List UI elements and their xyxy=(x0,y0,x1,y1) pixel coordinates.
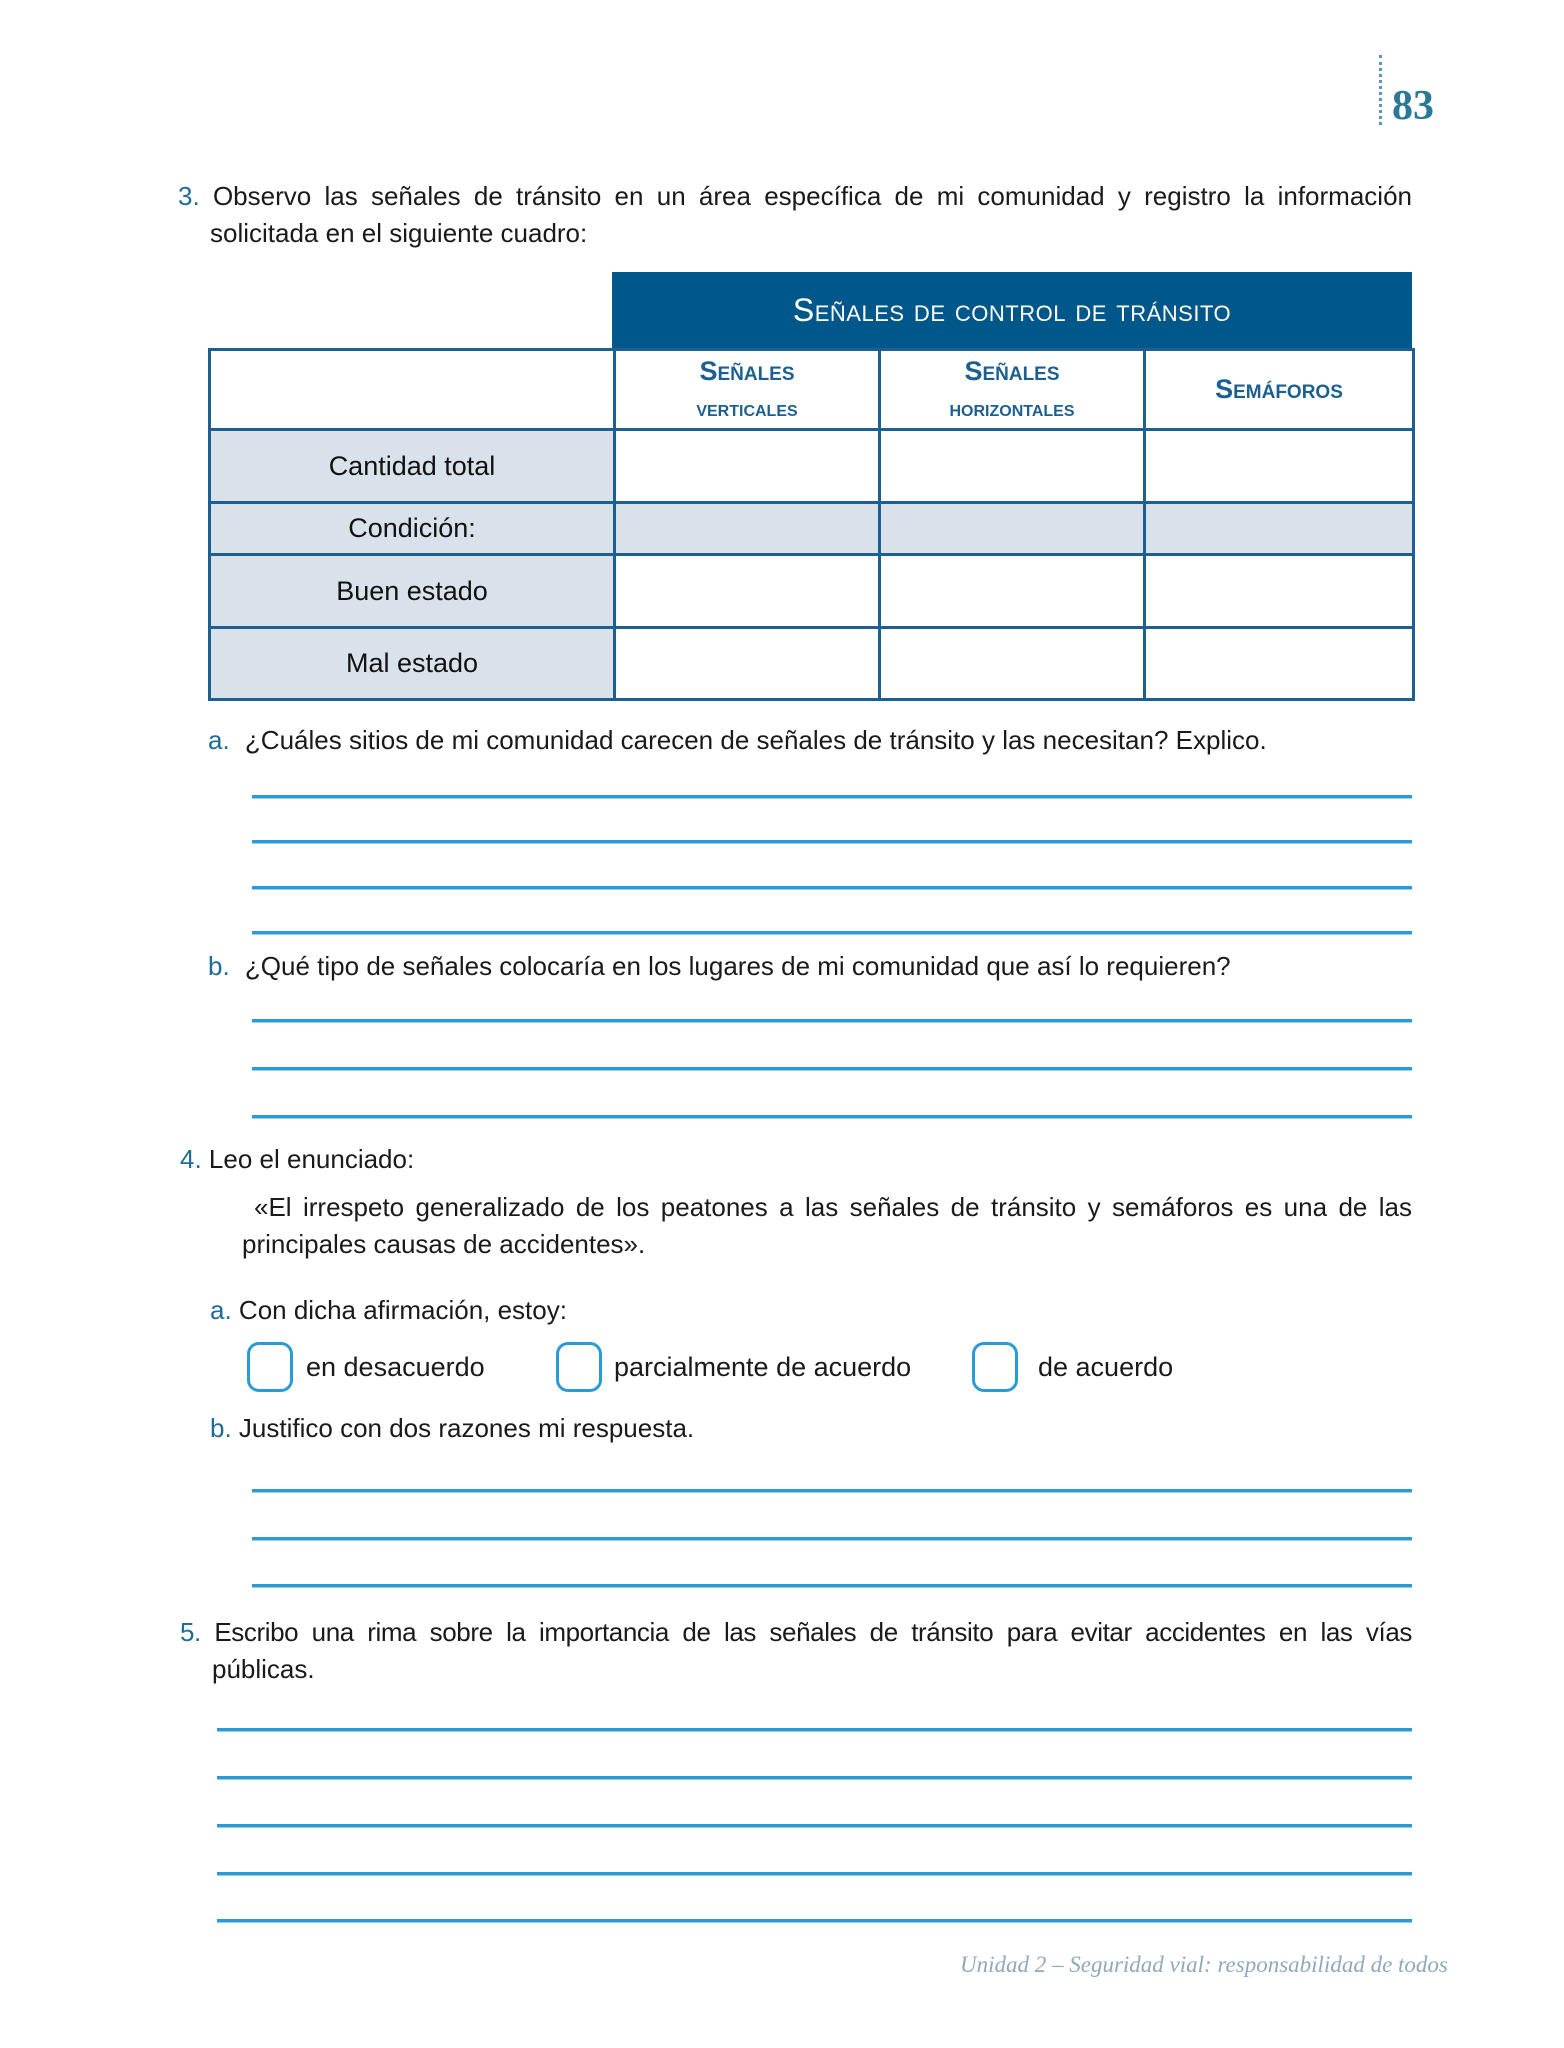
subquestion-letter: a. xyxy=(210,1295,232,1325)
table-title: Señales de control de tránsito xyxy=(612,272,1412,348)
question-text-line2: públicas. xyxy=(212,1654,315,1684)
row-label-buen-estado: Buen estado xyxy=(210,555,615,628)
answer-line[interactable] xyxy=(252,1489,1412,1493)
answer-line[interactable] xyxy=(252,931,1412,935)
column-header-line2: verticales xyxy=(696,394,798,421)
option-label: de acuerdo xyxy=(1038,1352,1174,1382)
answer-cell[interactable] xyxy=(880,555,1145,628)
column-header-row xyxy=(210,350,1414,430)
answer-cell[interactable] xyxy=(880,430,1145,503)
question-text-line2: solicitada en el siguiente cuadro: xyxy=(210,218,588,248)
answer-line[interactable] xyxy=(252,1019,1412,1023)
page-number: 83 xyxy=(1392,83,1434,129)
row-label-cantidad-total: Cantidad total xyxy=(210,430,615,503)
subquestion-text: Con dicha afirmación, estoy: xyxy=(238,1295,567,1325)
question-4b xyxy=(210,1410,694,1446)
answer-cell[interactable] xyxy=(615,628,880,700)
subquestion-letter: b. xyxy=(210,1413,232,1443)
subquestion-text: Justifico con dos razones mi respuesta. xyxy=(238,1413,695,1443)
answer-line[interactable] xyxy=(252,1584,1412,1588)
option-label: en desacuerdo xyxy=(306,1352,485,1382)
page-footer: Unidad 2 – Seguridad vial: responsabilidad de todos xyxy=(960,1952,1448,1977)
answer-cell[interactable] xyxy=(1145,430,1414,503)
answer-cell[interactable] xyxy=(1145,555,1414,628)
answer-line[interactable] xyxy=(217,1776,1412,1780)
answer-cell[interactable] xyxy=(615,430,880,503)
shaded-cell xyxy=(880,503,1145,555)
answer-line[interactable] xyxy=(252,1115,1412,1119)
question-4a xyxy=(210,1292,567,1328)
question-number: 5. xyxy=(180,1617,201,1647)
traffic-signs-table xyxy=(208,348,1415,701)
question-text: Leo el enunciado: xyxy=(208,1144,415,1174)
question-3 xyxy=(178,178,1412,252)
answer-line[interactable] xyxy=(252,886,1412,890)
question-number: 3. xyxy=(178,181,200,211)
shaded-cell xyxy=(615,503,880,555)
row-label-condicion: Condición: xyxy=(210,503,615,555)
answer-line[interactable] xyxy=(252,840,1412,844)
quote xyxy=(242,1189,1412,1263)
answer-line[interactable] xyxy=(217,1872,1412,1876)
answer-line[interactable] xyxy=(252,795,1412,799)
table-row xyxy=(210,430,1414,503)
answer-cell[interactable] xyxy=(615,555,880,628)
checkbox-parcialmente-de-acuerdo[interactable] xyxy=(556,1342,602,1392)
answer-line[interactable] xyxy=(252,1537,1412,1541)
question-4 xyxy=(180,1141,414,1178)
column-header-line1: Señales xyxy=(699,355,795,386)
option-label: parcialmente de acuerdo xyxy=(614,1352,912,1382)
row-label-mal-estado: Mal estado xyxy=(210,628,615,700)
answer-cell[interactable] xyxy=(880,628,1145,700)
subquestion-letter: a. xyxy=(208,725,230,755)
answer-line[interactable] xyxy=(252,1067,1412,1071)
question-3b xyxy=(208,948,1231,984)
column-header-vertical xyxy=(615,350,880,430)
column-header-line2: horizontales xyxy=(949,394,1075,421)
column-header-semaforos xyxy=(1145,350,1414,430)
shaded-cell xyxy=(1145,503,1414,555)
empty-corner-cell xyxy=(210,350,615,430)
question-text-line1: Escribo una rima sobre la importancia de las señales de tránsito para evitar accidentes en las vías xyxy=(214,1617,1412,1647)
table-row xyxy=(210,555,1414,628)
question-number: 4. xyxy=(180,1144,202,1174)
answer-cell[interactable] xyxy=(1145,628,1414,700)
answer-line[interactable] xyxy=(217,1919,1412,1923)
page-number-divider xyxy=(1379,55,1382,125)
table-row xyxy=(210,503,1414,555)
question-5 xyxy=(180,1614,1412,1688)
column-header-line1: Semáforos xyxy=(1215,374,1343,404)
checkbox-en-desacuerdo[interactable] xyxy=(247,1342,293,1392)
quote-line1: «El irrespeto generalizado de los peatones a las señales de tránsito y semáforos es una de las xyxy=(254,1192,1412,1222)
answer-line[interactable] xyxy=(217,1824,1412,1828)
subquestion-text: ¿Cuáles sitios de mi comunidad carecen de señales de tránsito y las necesitan? Explico. xyxy=(244,725,1267,755)
quote-line2: principales causas de accidentes». xyxy=(242,1229,646,1259)
column-header-line1: Señales xyxy=(964,355,1060,386)
question-3a xyxy=(208,722,1267,758)
column-header-horizontal xyxy=(880,350,1145,430)
subquestion-text: ¿Qué tipo de señales colocaría en los lugares de mi comunidad que así lo requieren? xyxy=(244,951,1231,981)
checkbox-de-acuerdo[interactable] xyxy=(972,1342,1018,1392)
answer-line[interactable] xyxy=(217,1728,1412,1732)
table-row xyxy=(210,628,1414,700)
subquestion-letter: b. xyxy=(208,951,230,981)
question-text-line1: Observo las señales de tránsito en un área específica de mi comunidad y registro la información xyxy=(212,181,1412,211)
